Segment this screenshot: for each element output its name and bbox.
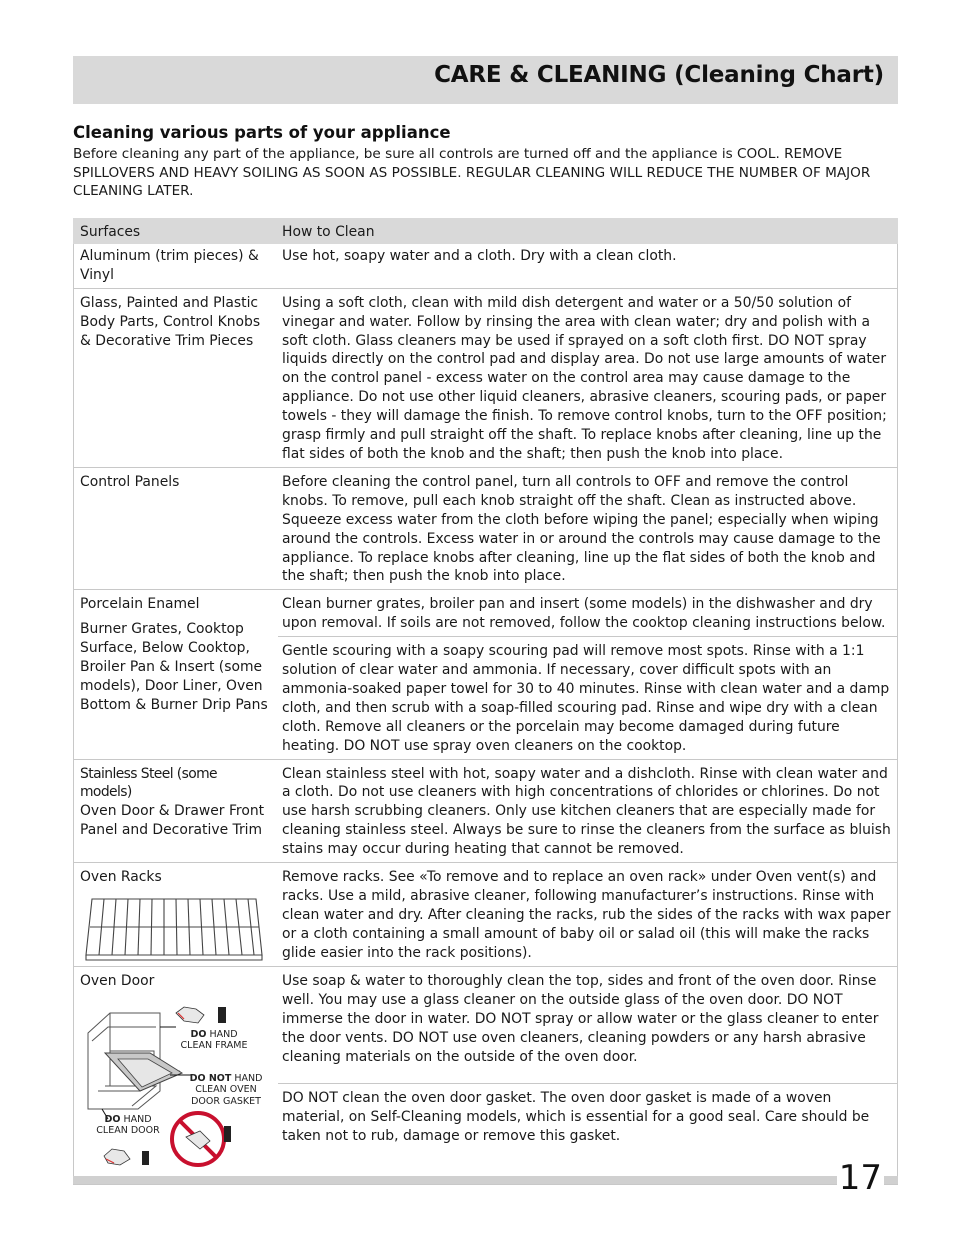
how-cell: Use hot, soapy water and a cloth. Dry with a clean cloth. (278, 243, 898, 288)
table-row (74, 967, 898, 1084)
how-cell: DO NOT clean the oven door gasket. The oven door gasket is made of a woven material, on Self-Cleaning models, which is essential for a good seal. Care should be taken not to rub, damage or remove this gasket. (278, 1083, 898, 1184)
how-cell: Clean burner grates, broiler pan and insert (some models) in the dishwasher and dry upon removal. If soils are not removed, follow the cooktop cleaning instructions below. (278, 590, 898, 637)
table-row (74, 467, 898, 589)
table-header-row (74, 219, 898, 244)
label-do-not-clean-gasket: DO NOT HAND CLEAN OVEN DOOR GASKET (189, 1072, 263, 1107)
surface-subtitle: Oven Door & Drawer Front Panel and Decorative Trim (80, 803, 265, 839)
how-cell: Gentle scouring with a soapy scouring pad will remove most spots. Rinse with a 1:1 solution of clear water and ammonia. If necessary, cover difficult spots with an ammonia-soaked paper towel for 30 to 40 minutes. Rinse with clean water and a damp cloth, and then scrub with a soap-filled scouring pad. Rinse and wipe dry with a clean cloth. Remove all cleaners or the porcelain may become damaged during future heating. DO NOT use spray oven cleaners on the cooktop. (278, 637, 898, 759)
surface-cell (74, 590, 279, 759)
surface-cell (74, 967, 279, 1185)
table-row (74, 243, 898, 288)
page-number: 17 (838, 1158, 882, 1198)
how-cell: Before cleaning the control panel, turn all controls to OFF and remove the control knobs. To remove, pull each knob straight off the shaft. Clean as instructed above. Squeeze excess water from the cloth before wiping the panel; especially when wiping around the controls. Excess water in or around the controls may cause damage to the appliance. To replace knobs after cleaning, line up the flat sides of both the knob and the shaft; then push the knob into place. (278, 467, 898, 589)
intro-paragraph: Before cleaning any part of the appliance, be sure all controls are turned off and the appliance is COOL. REMOVE SPILLOVERS AND HEAVY SOILING AS SOON AS POSSIBLE. REGULAR CLEANING WILL REDUCE THE NUMBER OF MAJOR CLEANING LATER. (73, 146, 871, 200)
surface-cell (74, 759, 279, 863)
surface-cell: Control Panels (74, 467, 279, 589)
table-row (74, 590, 898, 637)
surface-subtitle: Burner Grates, Cooktop Surface, Below Cooktop, Broiler Pan & Insert (some models), Door Liner, Oven Bottom & Burner Drip Pans (80, 621, 268, 713)
oven-door-illustration (80, 991, 270, 1181)
surface-title: Stainless Steel (some models) (80, 765, 217, 801)
how-cell: Clean stainless steel with hot, soapy water and a dishcloth. Rinse with clean water and a cloth. Do not use cleaners with high concentrations of chlorides or chlorines. Do not use harsh scrubbing cleaners. Only use kitchen cleaners that are especially made for cleaning stainless steel. Always be sure to rinse the cleaners from the surface as bluish stains may occur during heating that cannot be removed. (278, 759, 898, 863)
table-row (74, 863, 898, 967)
how-cell: Using a soft cloth, clean with mild dish detergent and water or a 50/50 solution of vinegar and water. Follow by rinsing the area with clean water; dry and polish with a soft cloth. Glass cleaners may be used if sprayed on a soft cloth first. DO NOT spray liquids directly on the control pad and display area. Do not use large amounts of water on the control panel - excess water on the control area may cause damage to the appliance. Do not use other liquid cleaners, abrasive cleaners, scouring pads, or paper towels - they will damage the finish. To remove control knobs, turn to the OFF position; grasp firmly and pull straight off the shaft. To replace knobs after cleaning, line up the flat sides of both the knob and the shaft; then push the knob into place. (278, 288, 898, 467)
how-cell: Use soap & water to thoroughly clean the top, sides and front of the oven door. Rinse well. You may use a glass cleaner on the outside glass of the oven door. DO NOT immerse the door in water. DO NOT spray or allow water or the glass cleaner to enter the door vents. DO NOT use oven cleaners, cleaning powders or any harsh abrasive cleaning materials on the outside of the oven door. (278, 967, 898, 1084)
surface-title: Porcelain Enamel (80, 596, 200, 613)
page-header-bar (73, 56, 898, 104)
label-hand-clean-frame: DO HAND CLEAN FRAME (180, 1028, 248, 1052)
table-row (74, 288, 898, 467)
surface-title: Oven Door (80, 973, 155, 989)
page-title: CARE & CLEANING (Cleaning Chart) (434, 62, 884, 88)
section-title: Cleaning various parts of your appliance (73, 123, 451, 142)
header-surfaces: Surfaces (74, 219, 279, 244)
surface-cell: Glass, Painted and Plastic Body Parts, Control Knobs & Decorative Trim Pieces (74, 288, 279, 467)
cleaning-chart-table (73, 218, 898, 1185)
footer-bar (73, 1176, 898, 1184)
label-hand-clean-door: DO HAND CLEAN DOOR (96, 1113, 160, 1137)
surface-title: Oven Racks (80, 869, 162, 886)
oven-rack-illustration (84, 893, 264, 963)
table-row (74, 759, 898, 863)
surface-cell: Aluminum (trim pieces) & Vinyl (74, 243, 279, 288)
header-how-to-clean: How to Clean (278, 219, 898, 244)
surface-cell (74, 863, 279, 967)
how-cell: Remove racks. See «To remove and to replace an oven rack» under Oven vent(s) and racks. Use a mild, abrasive cleaner, following manufacturer’s instructions. Rinse with clean water and dry. After cleaning the racks, rub the sides of the racks with wax paper or a cloth containing a small amount of baby oil or salad oil (this will make the racks glide easier into the rack positions). (278, 863, 898, 967)
